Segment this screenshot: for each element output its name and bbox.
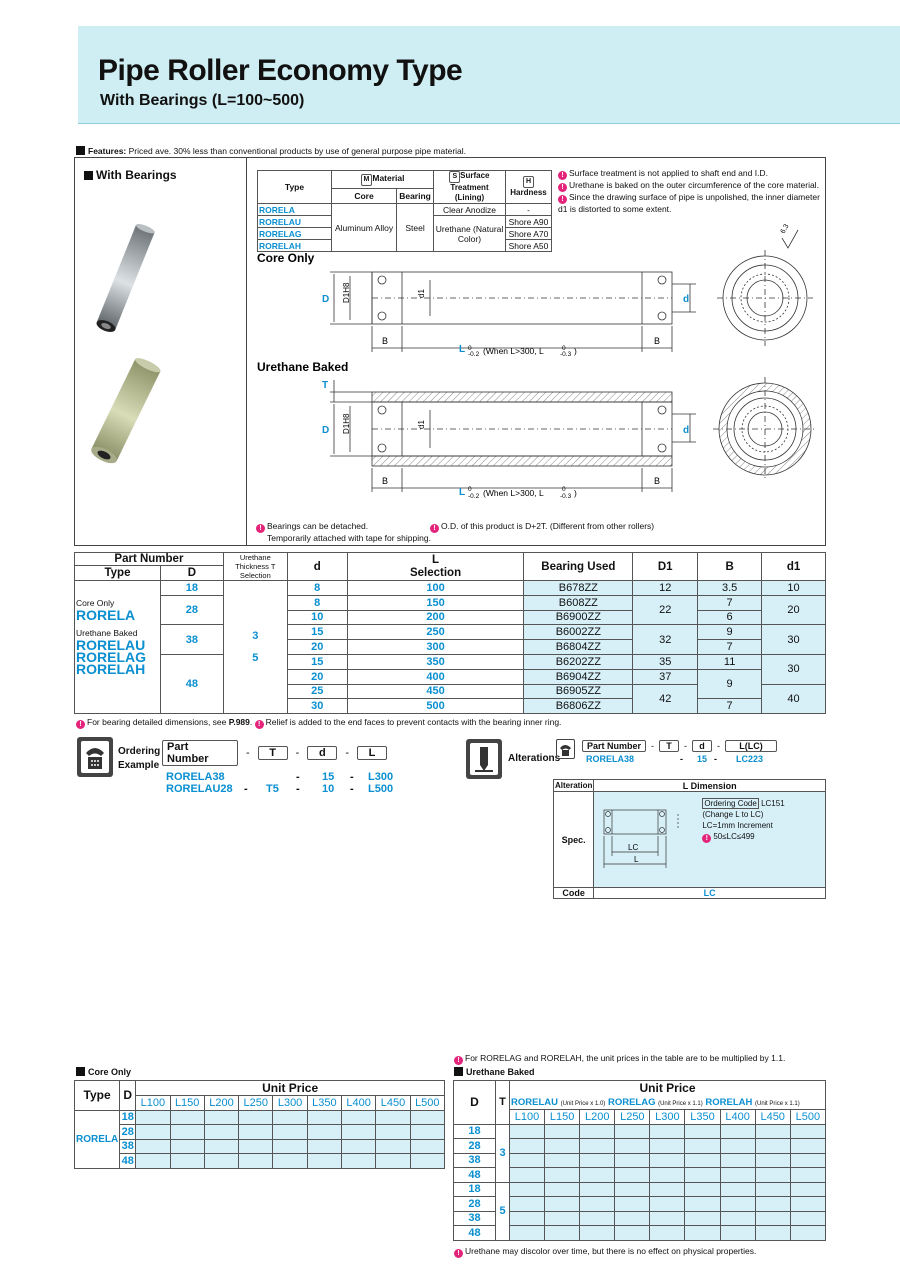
h-d1: d1 bbox=[762, 553, 826, 581]
final-note: ! Urethane may discolor over time, but there is no effect on physical properties. bbox=[454, 1246, 756, 1258]
urethane-baked-label: Urethane Baked bbox=[257, 360, 349, 374]
alt-ex-part: RORELA38 bbox=[586, 754, 635, 764]
mt-surface: Urethane (Natural Color) bbox=[434, 216, 506, 252]
title-banner bbox=[78, 26, 900, 124]
B-val: 7 bbox=[698, 595, 762, 610]
pc-h-D: D bbox=[120, 1081, 136, 1111]
dim-L: L bbox=[459, 344, 466, 355]
small-d: 15 bbox=[287, 625, 347, 640]
square-bullet-icon bbox=[76, 146, 85, 155]
alteration-icon bbox=[466, 739, 502, 779]
h-type: Type bbox=[75, 566, 161, 581]
lc-drawing bbox=[598, 806, 690, 878]
alt-code-label: Code bbox=[554, 888, 594, 899]
mt-type: RORELAG bbox=[258, 228, 332, 240]
pu-col: L250 bbox=[615, 1110, 650, 1125]
note-icon: ! bbox=[76, 720, 85, 729]
note-icon: ! bbox=[558, 171, 567, 180]
dim-tol: 0 bbox=[468, 486, 472, 493]
pc-D: 48 bbox=[121, 1154, 134, 1167]
roller-photo-urethane bbox=[84, 355, 234, 470]
D1-val: 22 bbox=[633, 595, 698, 625]
pu-D: 28 bbox=[454, 1197, 496, 1212]
price-table-urethane bbox=[453, 1080, 826, 1241]
square-bullet-icon bbox=[454, 1067, 463, 1076]
l-label: L bbox=[634, 855, 639, 864]
pc-D: 28 bbox=[121, 1125, 134, 1138]
dim-when: (When L>300, L bbox=[483, 488, 544, 498]
pu-col: L100 bbox=[510, 1110, 545, 1125]
D1-val: 35 bbox=[633, 654, 698, 669]
note-icon: ! bbox=[558, 183, 567, 192]
chip-part: Part Number bbox=[162, 740, 238, 766]
chip-T: T bbox=[659, 740, 679, 752]
mt-bearing-header: Bearing bbox=[397, 188, 434, 203]
note-icon: ! bbox=[255, 720, 264, 729]
dim-tol: -0.3 bbox=[560, 493, 572, 500]
B-val: 9 bbox=[698, 625, 762, 640]
pu-T: 5 bbox=[496, 1182, 510, 1240]
core-only-price-heading: Core Only bbox=[76, 1067, 131, 1077]
dim-L: L bbox=[459, 487, 466, 498]
pc-col: L200 bbox=[204, 1096, 238, 1111]
l-val: 100 bbox=[347, 581, 524, 596]
dim-tol: 0 bbox=[562, 345, 566, 352]
note-icon: ! bbox=[454, 1056, 463, 1065]
d-cell: 38 bbox=[160, 625, 223, 655]
urethane-price-note: ! For RORELAG and RORELAH, the unit prices in the table are to be multiplied by 1.1. bbox=[454, 1053, 785, 1065]
mt-type-header: Type bbox=[258, 171, 332, 204]
h-d: d bbox=[287, 553, 347, 581]
square-bullet-icon bbox=[84, 171, 93, 180]
B-val: 7 bbox=[698, 640, 762, 655]
core-only-label: Core Only bbox=[257, 251, 315, 265]
chip-d: d bbox=[692, 740, 712, 752]
pu-col: L400 bbox=[720, 1110, 755, 1125]
D1-val: 12 bbox=[633, 581, 698, 596]
pu-sub-header: RORELAU (Unit Price x 1.0) RORELAG (Unit Price x 1.1) RORELAH (Unit Price x 1.1) bbox=[510, 1095, 826, 1110]
pu-col: L450 bbox=[755, 1110, 790, 1125]
mt-hardness-header: HHardness bbox=[506, 171, 552, 204]
chip-T: T bbox=[258, 746, 288, 760]
pu-h-D: D bbox=[454, 1081, 496, 1125]
bearing-val: B608ZZ bbox=[524, 595, 633, 610]
B-val: 3.5 bbox=[698, 581, 762, 596]
pc-col: L100 bbox=[136, 1096, 170, 1111]
chip-d: d bbox=[307, 746, 337, 760]
pu-col: L350 bbox=[685, 1110, 720, 1125]
mt-bearing: Steel bbox=[397, 204, 434, 252]
dim-tol: -0.3 bbox=[560, 351, 572, 358]
pu-D: 48 bbox=[454, 1226, 496, 1241]
mt-surface-header: S Surface Treatment (Lining) bbox=[434, 171, 506, 204]
mt-surface: Clear Anodize bbox=[434, 204, 506, 216]
alteration-table bbox=[553, 779, 826, 899]
d-cell: 28 bbox=[160, 595, 223, 625]
page-title: Pipe Roller Economy Type bbox=[98, 54, 463, 87]
pu-D: 38 bbox=[454, 1211, 496, 1226]
d-cell: 48 bbox=[160, 654, 223, 713]
features-text: Priced ave. 30% less than conventional products by use of general purpose pipe material. bbox=[128, 146, 467, 156]
pc-col: L500 bbox=[410, 1096, 444, 1111]
h-thickness: Urethane Thickness T Selection bbox=[223, 553, 287, 581]
small-d: 25 bbox=[287, 684, 347, 699]
h-D: D bbox=[160, 566, 223, 581]
mt-core-header: Core bbox=[332, 188, 397, 203]
dim-d1: d1 bbox=[417, 420, 426, 429]
l-val: 500 bbox=[347, 699, 524, 714]
alt-h: Alteration bbox=[555, 781, 593, 790]
pu-col: L150 bbox=[545, 1110, 580, 1125]
small-d: 20 bbox=[287, 640, 347, 655]
pc-col: L150 bbox=[170, 1096, 204, 1111]
mt-hardness: Shore A90 bbox=[506, 216, 552, 228]
pu-D: 28 bbox=[454, 1139, 496, 1154]
pu-T: 3 bbox=[496, 1124, 510, 1182]
bearing-val: B678ZZ bbox=[524, 581, 633, 596]
urethane-price-heading: Urethane Baked bbox=[454, 1067, 535, 1077]
h-part-number: Part Number bbox=[75, 553, 224, 566]
note-item: ! Surface treatment is not applied to shaft end and I.D. bbox=[558, 168, 820, 180]
pc-col: L350 bbox=[307, 1096, 341, 1111]
d1-val: 10 bbox=[762, 581, 826, 596]
h-bearing: Bearing Used bbox=[524, 553, 633, 581]
l-val: 350 bbox=[347, 654, 524, 669]
chip-part: Part Number bbox=[582, 740, 646, 752]
note-item: ! Urethane is baked on the outer circumference of the core material. bbox=[558, 180, 820, 192]
d-cell: 18 bbox=[160, 581, 223, 596]
ordering-example: Part Number - T - d - L RORELA38 - 15 - L300 RORELAU28 - T5 - 10 - L500 bbox=[162, 740, 387, 795]
mt-hardness: Shore A70 bbox=[506, 228, 552, 240]
t-cell: 3 5 bbox=[223, 581, 287, 714]
pu-h-T: T bbox=[496, 1081, 510, 1125]
note-icon: ! bbox=[430, 524, 439, 533]
alt-h-dim: L Dimension bbox=[594, 780, 826, 792]
divider bbox=[246, 157, 247, 546]
alt-spec: Spec. bbox=[554, 792, 594, 888]
pu-D: 48 bbox=[454, 1168, 496, 1183]
small-d: 20 bbox=[287, 669, 347, 684]
B-val: 6 bbox=[698, 610, 762, 625]
mt-type: RORELAU bbox=[258, 216, 332, 228]
note-icon: ! bbox=[256, 524, 265, 533]
h-D1: D1 bbox=[633, 553, 698, 581]
dim-B: B bbox=[382, 336, 389, 346]
small-d: 30 bbox=[287, 699, 347, 714]
pu-col: L200 bbox=[580, 1110, 615, 1125]
spec-table bbox=[74, 552, 826, 714]
dim-tol: 0 bbox=[468, 345, 472, 352]
mt-hardness: Shore A50 bbox=[506, 240, 552, 252]
pc-D: 18 bbox=[121, 1111, 134, 1124]
bearing-val: B6002ZZ bbox=[524, 625, 633, 640]
alt-spec-cell bbox=[594, 792, 826, 888]
order-row: RORELA38 - 15 - L300 bbox=[166, 771, 394, 783]
h-B: B bbox=[698, 553, 762, 581]
phone-small-icon bbox=[556, 739, 575, 759]
d1-val: 40 bbox=[762, 684, 826, 714]
D1-val: 37 bbox=[633, 669, 698, 684]
pu-D: 38 bbox=[454, 1153, 496, 1168]
price-table-core bbox=[74, 1080, 445, 1169]
l-val: 300 bbox=[347, 640, 524, 655]
bearing-val: B6804ZZ bbox=[524, 640, 633, 655]
pc-type: RORELA bbox=[75, 1110, 120, 1168]
dim-B: B bbox=[382, 476, 389, 486]
small-d: 8 bbox=[287, 595, 347, 610]
pc-col: L250 bbox=[239, 1096, 273, 1111]
note-icon: ! bbox=[454, 1249, 463, 1258]
lc-notes: Ordering Code LC151 (Change L to LC) LC=1mm Increment ! 50≤LC≤499 bbox=[702, 799, 785, 842]
h-L: L Selection bbox=[347, 553, 524, 581]
dim-tol: -0.2 bbox=[468, 351, 480, 358]
dim-tol: -0.2 bbox=[468, 493, 480, 500]
alt-ex-d: 15 bbox=[697, 754, 708, 764]
dim-close: ) bbox=[574, 346, 577, 356]
B-val: 9 bbox=[698, 669, 762, 699]
d1-val: 30 bbox=[762, 654, 826, 684]
pc-col: L450 bbox=[376, 1096, 410, 1111]
dim-D1H8: D1H8 bbox=[342, 413, 351, 434]
notes-bottom: ! For bearing detailed dimensions, see P.989. ! Relief is added to the end faces to prevent contacts with the bearing inner ring. bbox=[76, 717, 561, 729]
dim-d1: d1 bbox=[417, 289, 426, 298]
dim-tol: 0 bbox=[562, 486, 566, 493]
pu-col: L500 bbox=[790, 1110, 825, 1125]
roller-photo-core bbox=[86, 222, 236, 342]
dim-B: B bbox=[654, 476, 661, 486]
dim-close: ) bbox=[574, 488, 577, 498]
phone-icon bbox=[77, 737, 113, 777]
chip-LLC: L(LC) bbox=[725, 740, 777, 752]
dim-when: (When L>300, L bbox=[483, 346, 544, 356]
page-subtitle: With Bearings (L=100~500) bbox=[100, 92, 305, 109]
dim-d: d bbox=[683, 425, 690, 436]
type-cell: Core Only RORELA Urethane Baked RORELAU RORELAG RORELAH bbox=[75, 581, 161, 714]
D1-val: 32 bbox=[633, 625, 698, 655]
l-val: 250 bbox=[347, 625, 524, 640]
chip-L: L bbox=[357, 746, 387, 760]
l-val: 150 bbox=[347, 595, 524, 610]
alt-ex-lc: LC223 bbox=[736, 754, 764, 764]
square-bullet-icon bbox=[76, 1067, 85, 1076]
note-od: ! O.D. of this product is D+2T. (Different from other rollers) bbox=[430, 521, 654, 533]
pu-D: 18 bbox=[454, 1182, 496, 1197]
mt-material-header: M Material bbox=[332, 171, 434, 189]
dim-B: B bbox=[654, 336, 661, 346]
pu-h-unit: Unit Price bbox=[510, 1081, 826, 1096]
roughness-value: 6.3 bbox=[779, 223, 791, 235]
bearing-val: B6900ZZ bbox=[524, 610, 633, 625]
notes-top bbox=[558, 168, 820, 215]
mt-core: Aluminum Alloy bbox=[332, 204, 397, 252]
pc-D: 38 bbox=[121, 1140, 134, 1153]
note-item: ! Since the drawing surface of pipe is unpolished, the inner diameter d1 is distorted to some extent. bbox=[558, 192, 820, 214]
pc-h-type: Type bbox=[75, 1081, 120, 1111]
ordering-label: Ordering Example bbox=[118, 746, 161, 771]
dim-D: D bbox=[322, 425, 330, 436]
note-icon: ! bbox=[558, 195, 567, 204]
pc-col: L300 bbox=[273, 1096, 307, 1111]
notes-mid: ! Bearings can be detached. Temporarily attached with tape for shipping. bbox=[256, 521, 431, 543]
dim-d: d bbox=[683, 294, 690, 305]
pu-D: 18 bbox=[454, 1124, 496, 1139]
mt-type: RORELAH bbox=[258, 240, 332, 252]
order-row: RORELAU28 - T5 - 10 - L500 bbox=[166, 783, 394, 795]
l-val: 400 bbox=[347, 669, 524, 684]
features-line: Features: Priced ave. 30% less than conventional products by use of general purpose pipe material. bbox=[76, 146, 466, 156]
bearing-val: B6202ZZ bbox=[524, 654, 633, 669]
B-val: 11 bbox=[698, 654, 762, 669]
pc-col: L400 bbox=[342, 1096, 376, 1111]
pc-h-unit: Unit Price bbox=[136, 1081, 445, 1096]
dim-D1H8: D1H8 bbox=[342, 282, 351, 303]
d1-val: 20 bbox=[762, 595, 826, 625]
alt-code: LC bbox=[594, 888, 826, 899]
mt-hardness: - bbox=[506, 204, 552, 216]
small-d: 10 bbox=[287, 610, 347, 625]
small-d: 8 bbox=[287, 581, 347, 596]
dim-T: T bbox=[322, 380, 329, 391]
B-val: 7 bbox=[698, 699, 762, 714]
note-icon: ! bbox=[702, 834, 711, 843]
bearing-val: B6904ZZ bbox=[524, 669, 633, 684]
with-bearings-heading: With Bearings bbox=[84, 168, 177, 182]
d1-val: 30 bbox=[762, 625, 826, 655]
bearing-val: B6806ZZ bbox=[524, 699, 633, 714]
mt-type: RORELA bbox=[258, 204, 332, 216]
D1-val: 42 bbox=[633, 684, 698, 714]
alteration-example: Part Number - T - d - L(LC) RORELA38 - 15 - LC223 bbox=[582, 740, 777, 766]
dim-D: D bbox=[322, 294, 330, 305]
pu-col: L300 bbox=[650, 1110, 685, 1125]
small-d: 15 bbox=[287, 654, 347, 669]
l-val: 450 bbox=[347, 684, 524, 699]
l-val: 200 bbox=[347, 610, 524, 625]
bearing-val: B6905ZZ bbox=[524, 684, 633, 699]
lc-label: LC bbox=[628, 843, 639, 852]
alterations-label: Alterations bbox=[508, 753, 561, 764]
